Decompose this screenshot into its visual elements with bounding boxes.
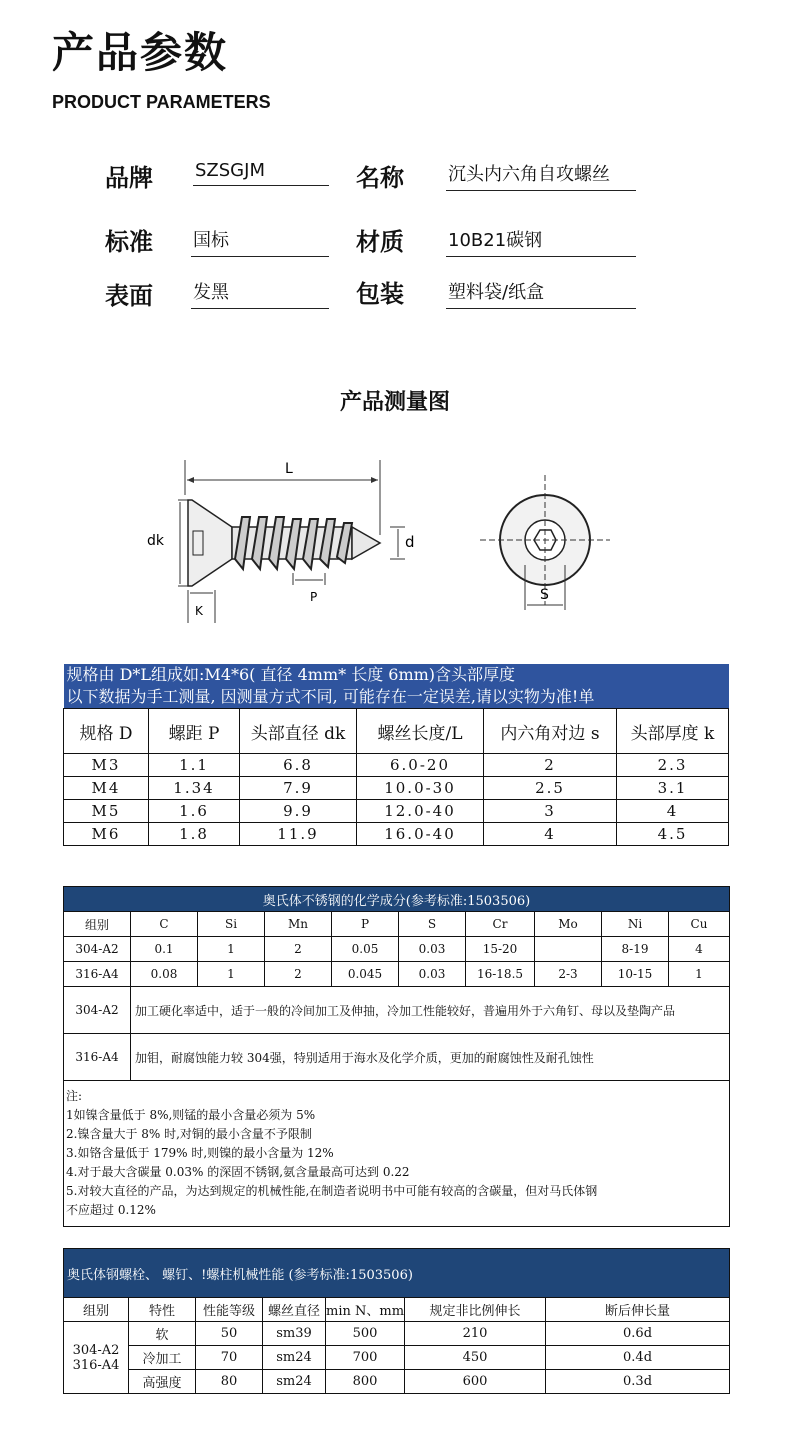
- cell: 6.8: [240, 754, 357, 777]
- spec-col: 螺丝长度/L: [357, 709, 484, 754]
- cell: 600: [405, 1370, 546, 1394]
- chem-col: C: [131, 912, 198, 937]
- chem-col: Cr: [466, 912, 535, 937]
- cell: 冷加工: [129, 1346, 196, 1370]
- table-row: [64, 937, 730, 962]
- cell: 0.03: [399, 937, 466, 962]
- cell: 15-20: [466, 937, 535, 962]
- cell: 80: [196, 1370, 263, 1394]
- param-label-material: 材质: [356, 228, 404, 256]
- label-S: S: [540, 587, 549, 603]
- cell: sm39: [263, 1322, 326, 1346]
- table-row: [64, 800, 729, 823]
- chem-col: Ni: [602, 912, 669, 937]
- cell: 4: [617, 800, 729, 823]
- note-line: 5.对较大直径的产品，为达到规定的机械性能,在制造者说明书中可能有较高的含碳量，但对马氏体钢: [66, 1184, 598, 1198]
- cell: 2: [484, 754, 617, 777]
- cell: 450: [405, 1346, 546, 1370]
- note-line: 注:: [66, 1089, 83, 1103]
- mech-col: 螺丝直径: [263, 1298, 326, 1322]
- cell: 16-18.5: [466, 962, 535, 987]
- mech-col: 断后伸长量: [546, 1298, 730, 1322]
- spec-col: 头部厚度 k: [617, 709, 729, 754]
- cell: 0.4d: [546, 1346, 730, 1370]
- spec-note-1: 规格由 D*L组成如:M4*6( 直径 4mm* 长度 6mm)含头部厚度: [64, 664, 729, 686]
- cell: 1.34: [149, 777, 240, 800]
- cell: 1: [669, 962, 730, 987]
- param-value-brand: SZSGJM: [193, 160, 329, 186]
- cell: 加钼，耐腐蚀能力较 304强，特别适用于海水及化学介质，更加的耐腐蚀性及耐孔蚀性: [131, 1034, 730, 1081]
- chem-title: 奥氏体不锈钢的化学成分(参考标准:1503506): [64, 887, 730, 912]
- cell: [535, 937, 602, 962]
- cell: 0.03: [399, 962, 466, 987]
- cell: M4: [64, 777, 149, 800]
- cell: 0.6d: [546, 1322, 730, 1346]
- cell: M6: [64, 823, 149, 846]
- label-L: L: [285, 461, 293, 477]
- param-label-package: 包装: [356, 280, 404, 308]
- cell: 加工硬化率适中，适于一般的冷间加工及伸抽，冷加工性能较好，普遍用外于六角钉、母以及垫陶产品: [131, 987, 730, 1034]
- param-value-name: 沉头内六角自攻螺丝: [446, 160, 636, 191]
- cell: 16.0-40: [357, 823, 484, 846]
- note-line: 不应超过 0.12%: [66, 1203, 156, 1217]
- chem-col: S: [399, 912, 466, 937]
- cell: 2.5: [484, 777, 617, 800]
- cell: 70: [196, 1346, 263, 1370]
- cell: 1: [198, 962, 265, 987]
- param-label-standard: 标准: [105, 228, 153, 256]
- spec-table: [63, 664, 729, 846]
- cell: 304-A2: [64, 937, 131, 962]
- cell: 0.3d: [546, 1370, 730, 1394]
- cell: 500: [326, 1322, 405, 1346]
- param-label-brand: 品牌: [105, 164, 153, 192]
- cell: 0.1: [131, 937, 198, 962]
- cell: 1: [198, 937, 265, 962]
- cell: 2: [265, 937, 332, 962]
- table-row: [64, 754, 729, 777]
- param-value-package: 塑料袋/纸盒: [446, 278, 636, 309]
- cell: M5: [64, 800, 149, 823]
- table-row: [64, 1034, 730, 1081]
- cell: 1.8: [149, 823, 240, 846]
- cell: 10.0-30: [357, 777, 484, 800]
- chem-col: Mn: [265, 912, 332, 937]
- table-row: [64, 1370, 730, 1394]
- table-row: [64, 987, 730, 1034]
- param-label-surface: 表面: [105, 282, 153, 310]
- cell: 304-A2: [64, 987, 131, 1034]
- cell: 1.1: [149, 754, 240, 777]
- note-line: 2.镍含量大于 8% 时,对铜的最小含量不予限制: [66, 1127, 312, 1141]
- table-row: [64, 962, 730, 987]
- cell: 50: [196, 1322, 263, 1346]
- table-row: [64, 1322, 730, 1346]
- spec-note-2: 以下数据为手工测量, 因测量方式不同, 可能存在一定误差,请以实物为准!单: [64, 686, 729, 709]
- cell: 4: [484, 823, 617, 846]
- mech-col: 特性: [129, 1298, 196, 1322]
- chem-col: 组别: [64, 912, 131, 937]
- chem-col: Si: [198, 912, 265, 937]
- cell: sm24: [263, 1346, 326, 1370]
- cell: 210: [405, 1322, 546, 1346]
- group-label: 316-A4: [72, 1357, 120, 1373]
- label-K: K: [195, 604, 203, 618]
- param-value-standard: 国标: [191, 226, 329, 257]
- cell: 0.045: [332, 962, 399, 987]
- cell: 316-A4: [64, 962, 131, 987]
- mech-col: min N、mm: [326, 1298, 405, 1322]
- cell: 8-19: [602, 937, 669, 962]
- chem-col: Mo: [535, 912, 602, 937]
- table-row: [64, 823, 729, 846]
- cell: 0.08: [131, 962, 198, 987]
- chem-col: P: [332, 912, 399, 937]
- cell: 4.5: [617, 823, 729, 846]
- cell: 2.3: [617, 754, 729, 777]
- mech-group: [64, 1322, 129, 1394]
- cell: 9.9: [240, 800, 357, 823]
- cell: M3: [64, 754, 149, 777]
- cell: 0.05: [332, 937, 399, 962]
- cell: 软: [129, 1322, 196, 1346]
- note-line: 1如镍含量低于 8%,则锰的最小含量必须为 5%: [66, 1108, 316, 1122]
- mech-col: 规定非比例伸长: [405, 1298, 546, 1322]
- spec-col: 内六角对边 s: [484, 709, 617, 754]
- cell: 10-15: [602, 962, 669, 987]
- group-label: 304-A2: [72, 1342, 120, 1358]
- param-label-name: 名称: [356, 164, 404, 192]
- cell: 2-3: [535, 962, 602, 987]
- chem-notes: [64, 1081, 730, 1227]
- screw-diagram: [140, 455, 640, 635]
- cell: 7.9: [240, 777, 357, 800]
- cell: 高强度: [129, 1370, 196, 1394]
- cell: 316-A4: [64, 1034, 131, 1081]
- cell: 2: [265, 962, 332, 987]
- mech-table: [63, 1248, 730, 1394]
- table-row: [64, 777, 729, 800]
- param-value-surface: 发黑: [191, 278, 329, 309]
- diagram-title: 产品测量图: [339, 390, 450, 415]
- cell: 800: [326, 1370, 405, 1394]
- spec-col: 螺距 P: [149, 709, 240, 754]
- chem-table: [63, 886, 730, 1227]
- cell: 1.6: [149, 800, 240, 823]
- mech-title: 奥氏体钢螺栓、 螺钉、!螺柱机械性能 (参考标准:1503506): [64, 1249, 730, 1298]
- cell: 3.1: [617, 777, 729, 800]
- cell: 700: [326, 1346, 405, 1370]
- label-d: d: [405, 533, 415, 551]
- label-P: P: [310, 590, 318, 604]
- param-value-material: 10B21碳钢: [446, 226, 636, 257]
- cell: sm24: [263, 1370, 326, 1394]
- table-row: [64, 1346, 730, 1370]
- cell: 4: [669, 937, 730, 962]
- mech-col: 性能等级: [196, 1298, 263, 1322]
- label-dk: dk: [147, 533, 164, 549]
- spec-col: 头部直径 dk: [240, 709, 357, 754]
- cell: 11.9: [240, 823, 357, 846]
- cell: 6.0-20: [357, 754, 484, 777]
- chem-col: Cu: [669, 912, 730, 937]
- spec-col: 规格 D: [64, 709, 149, 754]
- page-subtitle: PRODUCT PARAMETERS: [52, 92, 271, 112]
- note-line: 4.对于最大含碳量 0.03% 的深固不锈钢,氨含量最高可达到 0.22: [66, 1165, 410, 1179]
- cell: 3: [484, 800, 617, 823]
- cell: 12.0-40: [357, 800, 484, 823]
- page-title: 产品参数: [52, 28, 229, 77]
- mech-col: 组别: [64, 1298, 129, 1322]
- note-line: 3.如铬含量低于 179% 时,则镍的最小含量为 12%: [66, 1146, 334, 1160]
